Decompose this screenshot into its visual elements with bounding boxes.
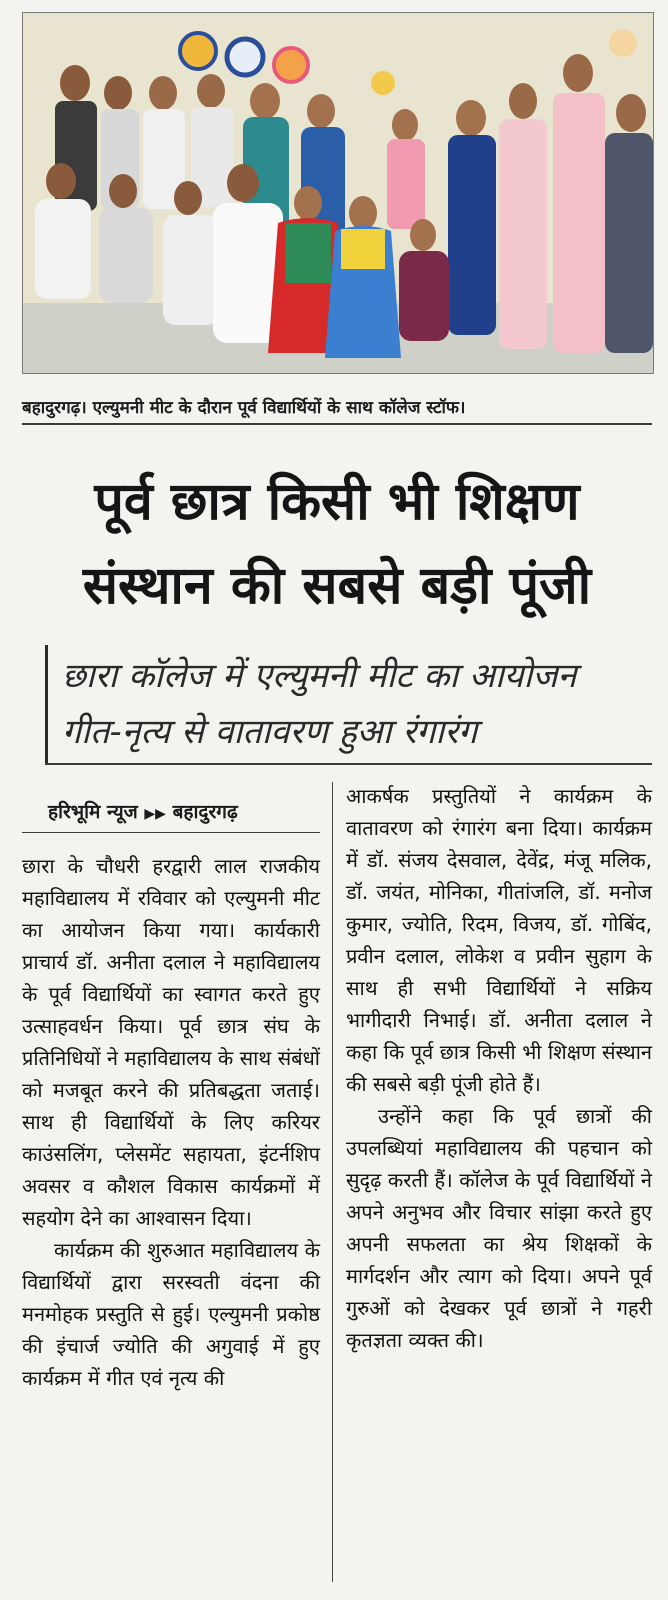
article-column-left <box>22 850 320 1394</box>
article-paragraph: आकर्षक प्रस्तुतियों ने कार्यक्रम के वातावरण को रंगारंग बना दिया। कार्यक्रम में डॉ. संजय देसवाल, देवेंद्र, मंजू मलिक, डॉ. जयंत, मोनिका, गीतांजलि, डॉ. मनोज कुमार, ज्योति, रिदम, विजय, डॉ. गोबिंद, प्रवीन दलाल, लोकेश व प्रवीन सुहाग के साथ ही सभी विद्यार्थियों ने सक्रिय भागीदारी निभाई। डॉ. अनीता दलाल ने कहा कि पूर्व छात्र किसी भी शिक्षण संस्थान की सबसे बड़ी पूंजी होते हैं। <box>346 784 652 1096</box>
photo-caption: बहादुरगढ़। एल्युमनी मीट के दौरान पूर्व विद्यार्थियों के साथ कॉलेज स्टॉफ। <box>22 398 466 418</box>
byline-source: हरिभूमि न्यूज <box>48 801 138 823</box>
article-column-right <box>346 780 652 1356</box>
byline-place: बहादुरगढ़ <box>172 801 238 823</box>
headline-line-1: पूर्व छात्र किसी भी शिक्षण <box>94 472 580 532</box>
subhead-bracket <box>45 645 48 763</box>
article-paragraph: कार्यक्रम की शुरुआत महाविद्यालय के विद्यार्थियों द्वारा सरस्वती वंदना की मनमोहक प्रस्तुति से हुई। एल्युमनी प्रकोष्ठ की इंचार्ज ज्योति की अगुवाई में हुए कार्यक्रम में गीत एवं नृत्य की <box>22 1238 320 1390</box>
headline-line-2: संस्थान की सबसे बड़ी पूंजी <box>82 556 592 616</box>
byline <box>48 798 238 824</box>
byline-arrows-icon: ▶▶ <box>144 806 166 822</box>
caption-divider <box>22 423 652 425</box>
group-photo-illustration <box>23 13 653 373</box>
subhead-line-2: गीत-नृत्य से वातावरण हुआ रंगारंग <box>62 712 478 752</box>
headline <box>22 460 652 628</box>
subhead-divider <box>45 763 652 765</box>
article-paragraph: उन्होंने कहा कि पूर्व छात्रों की उपलब्धियां महाविद्यालय की पहचान को सुदृढ़ करती हैं। कॉलेज के पूर्व विद्यार्थियों ने अपने अनुभव और विचार सांझा करते हुए अपनी सफलता का श्रेय शिक्षकों के मार्गदर्शन और त्याग को दिया। अपने पूर्व गुरुओं को देखकर पूर्व छात्रों ने गहरी कृतज्ञता व्यक्त की। <box>346 1104 652 1352</box>
group-photo <box>22 12 654 374</box>
byline-divider <box>22 832 320 833</box>
subheadline <box>62 648 652 760</box>
column-divider <box>332 782 333 1582</box>
article-paragraph: छारा के चौधरी हरद्वारी लाल राजकीय महाविद्यालय में रविवार को एल्युमनी मीट का आयोजन किया गया। कार्यकारी प्राचार्य डॉ. अनीता दलाल ने महाविद्यालय के पूर्व विद्यार्थियों का स्वागत करते हुए उत्साहवर्धन किया। पूर्व छात्र संघ के प्रतिनिधियों ने महाविद्यालय के साथ संबंधों को मजबूत करने की प्रतिबद्धता जताई। साथ ही विद्यार्थियों के लिए करियर काउंसलिंग, प्लेसमेंट सहायता, इंटर्नशिप अवसर व कौशल विकास कार्यक्रमों में सहयोग देने का आश्वासन दिया। <box>22 854 320 1230</box>
subhead-line-1: छारा कॉलेज में एल्युमनी मीट का आयोजन <box>62 656 577 696</box>
